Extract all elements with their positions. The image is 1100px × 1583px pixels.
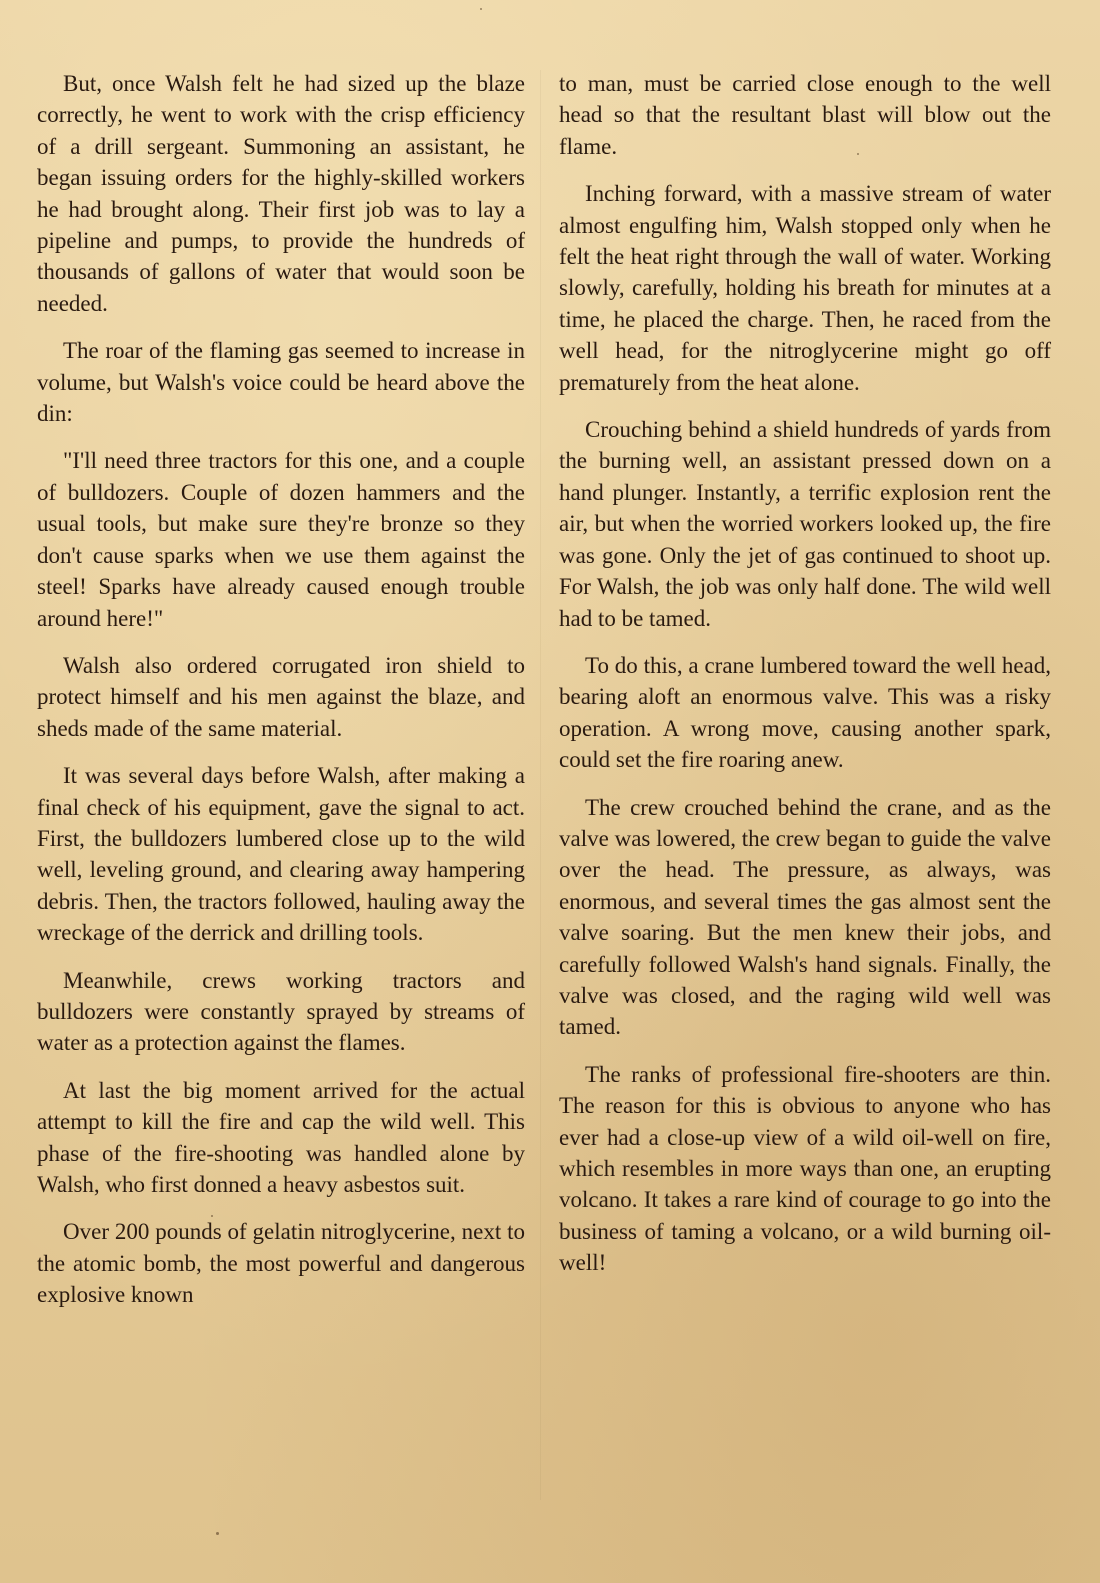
paragraph-5: It was several days before Walsh, after making a final check of his equipment, gave the signal to act. First, the bulldozers lumbered close up to the wild well, leveling ground, and clearing away hampering debris. Then, the tractors followed, hauling away the wreckage of the derrick and drilling tools. <box>37 763 525 946</box>
paragraph-4: Walsh also ordered corrugated iron shield to protect himself and his men against the blaze, and sheds made of the same material. <box>37 652 525 741</box>
left-text-column <box>37 68 525 1327</box>
ink-speck <box>211 1215 213 1217</box>
paragraph-1: But, once Walsh felt he had sized up the blaze correctly, he went to work with the crisp efficiency of a drill sergeant. Summoning an assistant, he began issuing orders for the highly-skilled workers he had brought along. Their first job was to lay a pipeline and pumps, to provide the hundreds of thousands of gallons of water that would soon be needed. <box>37 71 525 316</box>
paragraph-10: Inching forward, with a massive stream of water almost engulfing him, Walsh stopped only when he felt the heat right through the wall of water. Working slowly, carefully, holding his breath for minutes at a time, he placed the charge. Then, he raced from the well head, for the nitroglycerine might go off prematurely from the heat alone. <box>559 181 1051 395</box>
paragraph-7: At last the big moment arrived for the actual attempt to kill the fire and cap the wild well. This phase of the fire-shooting was handled alone by Walsh, who first donned a heavy asbestos suit. <box>37 1077 525 1197</box>
paragraph-2: The roar of the flaming gas seemed to increase in volume, but Walsh's voice could be heard above the din: <box>37 338 525 427</box>
paragraph-9-continued: to man, must be carried close enough to the well head so that the resultant blast will blow out the flame. <box>559 71 1051 159</box>
paragraph-8: Over 200 pounds of gelatin nitroglycerine, next to the atomic bomb, the most powerful and dangerous explosive known <box>37 1219 525 1308</box>
ink-speck <box>216 1532 219 1535</box>
paragraph-14: The ranks of professional fire-shooters are thin. The reason for this is obvious to anyone who has ever had a close-up view of a wild oil-well on fire, which resembles in more ways than one, an erupting volcano. It takes a rare kind of courage to go into the business of taming a volcano, or a wild burning oil-well! <box>559 1061 1051 1276</box>
right-text-column <box>559 68 1051 1295</box>
paragraph-3-quote: "I'll need three tractors for this one, and a couple of bulldozers. Couple of dozen hammers and the usual tools, but make sure they're bronze so they don't cause sparks when we use them against the steel! Sparks have already caused enough trouble around here!" <box>37 448 525 631</box>
ink-speck <box>480 8 482 10</box>
column-gutter <box>540 70 541 1500</box>
paragraph-11: Crouching behind a shield hundreds of yards from the burning well, an assistant pressed down on a hand plunger. Instantly, a terrific explosion rent the air, but when the worried workers looked up, the fire was gone. Only the jet of gas continued to shoot up. For Walsh, the job was only half done. The wild well had to be tamed. <box>559 417 1051 631</box>
paragraph-6: Meanwhile, crews working tractors and bulldozers were constantly sprayed by streams of water as a protection against the flames. <box>37 967 525 1056</box>
paragraph-12: To do this, a crane lumbered toward the well head, bearing aloft an enormous valve. This was a risky operation. A wrong move, causing another spark, could set the fire roaring anew. <box>559 652 1051 773</box>
paragraph-13: The crew crouched behind the crane, and as the valve was lowered, the crew began to guide the valve over the head. The pressure, as always, was enormous, and several times the gas almost sent the valve soaring. But the men knew their jobs, and carefully followed Walsh's hand signals. Finally, the valve was closed, and the raging wild well was tamed. <box>559 794 1051 1040</box>
ink-speck <box>857 153 859 155</box>
